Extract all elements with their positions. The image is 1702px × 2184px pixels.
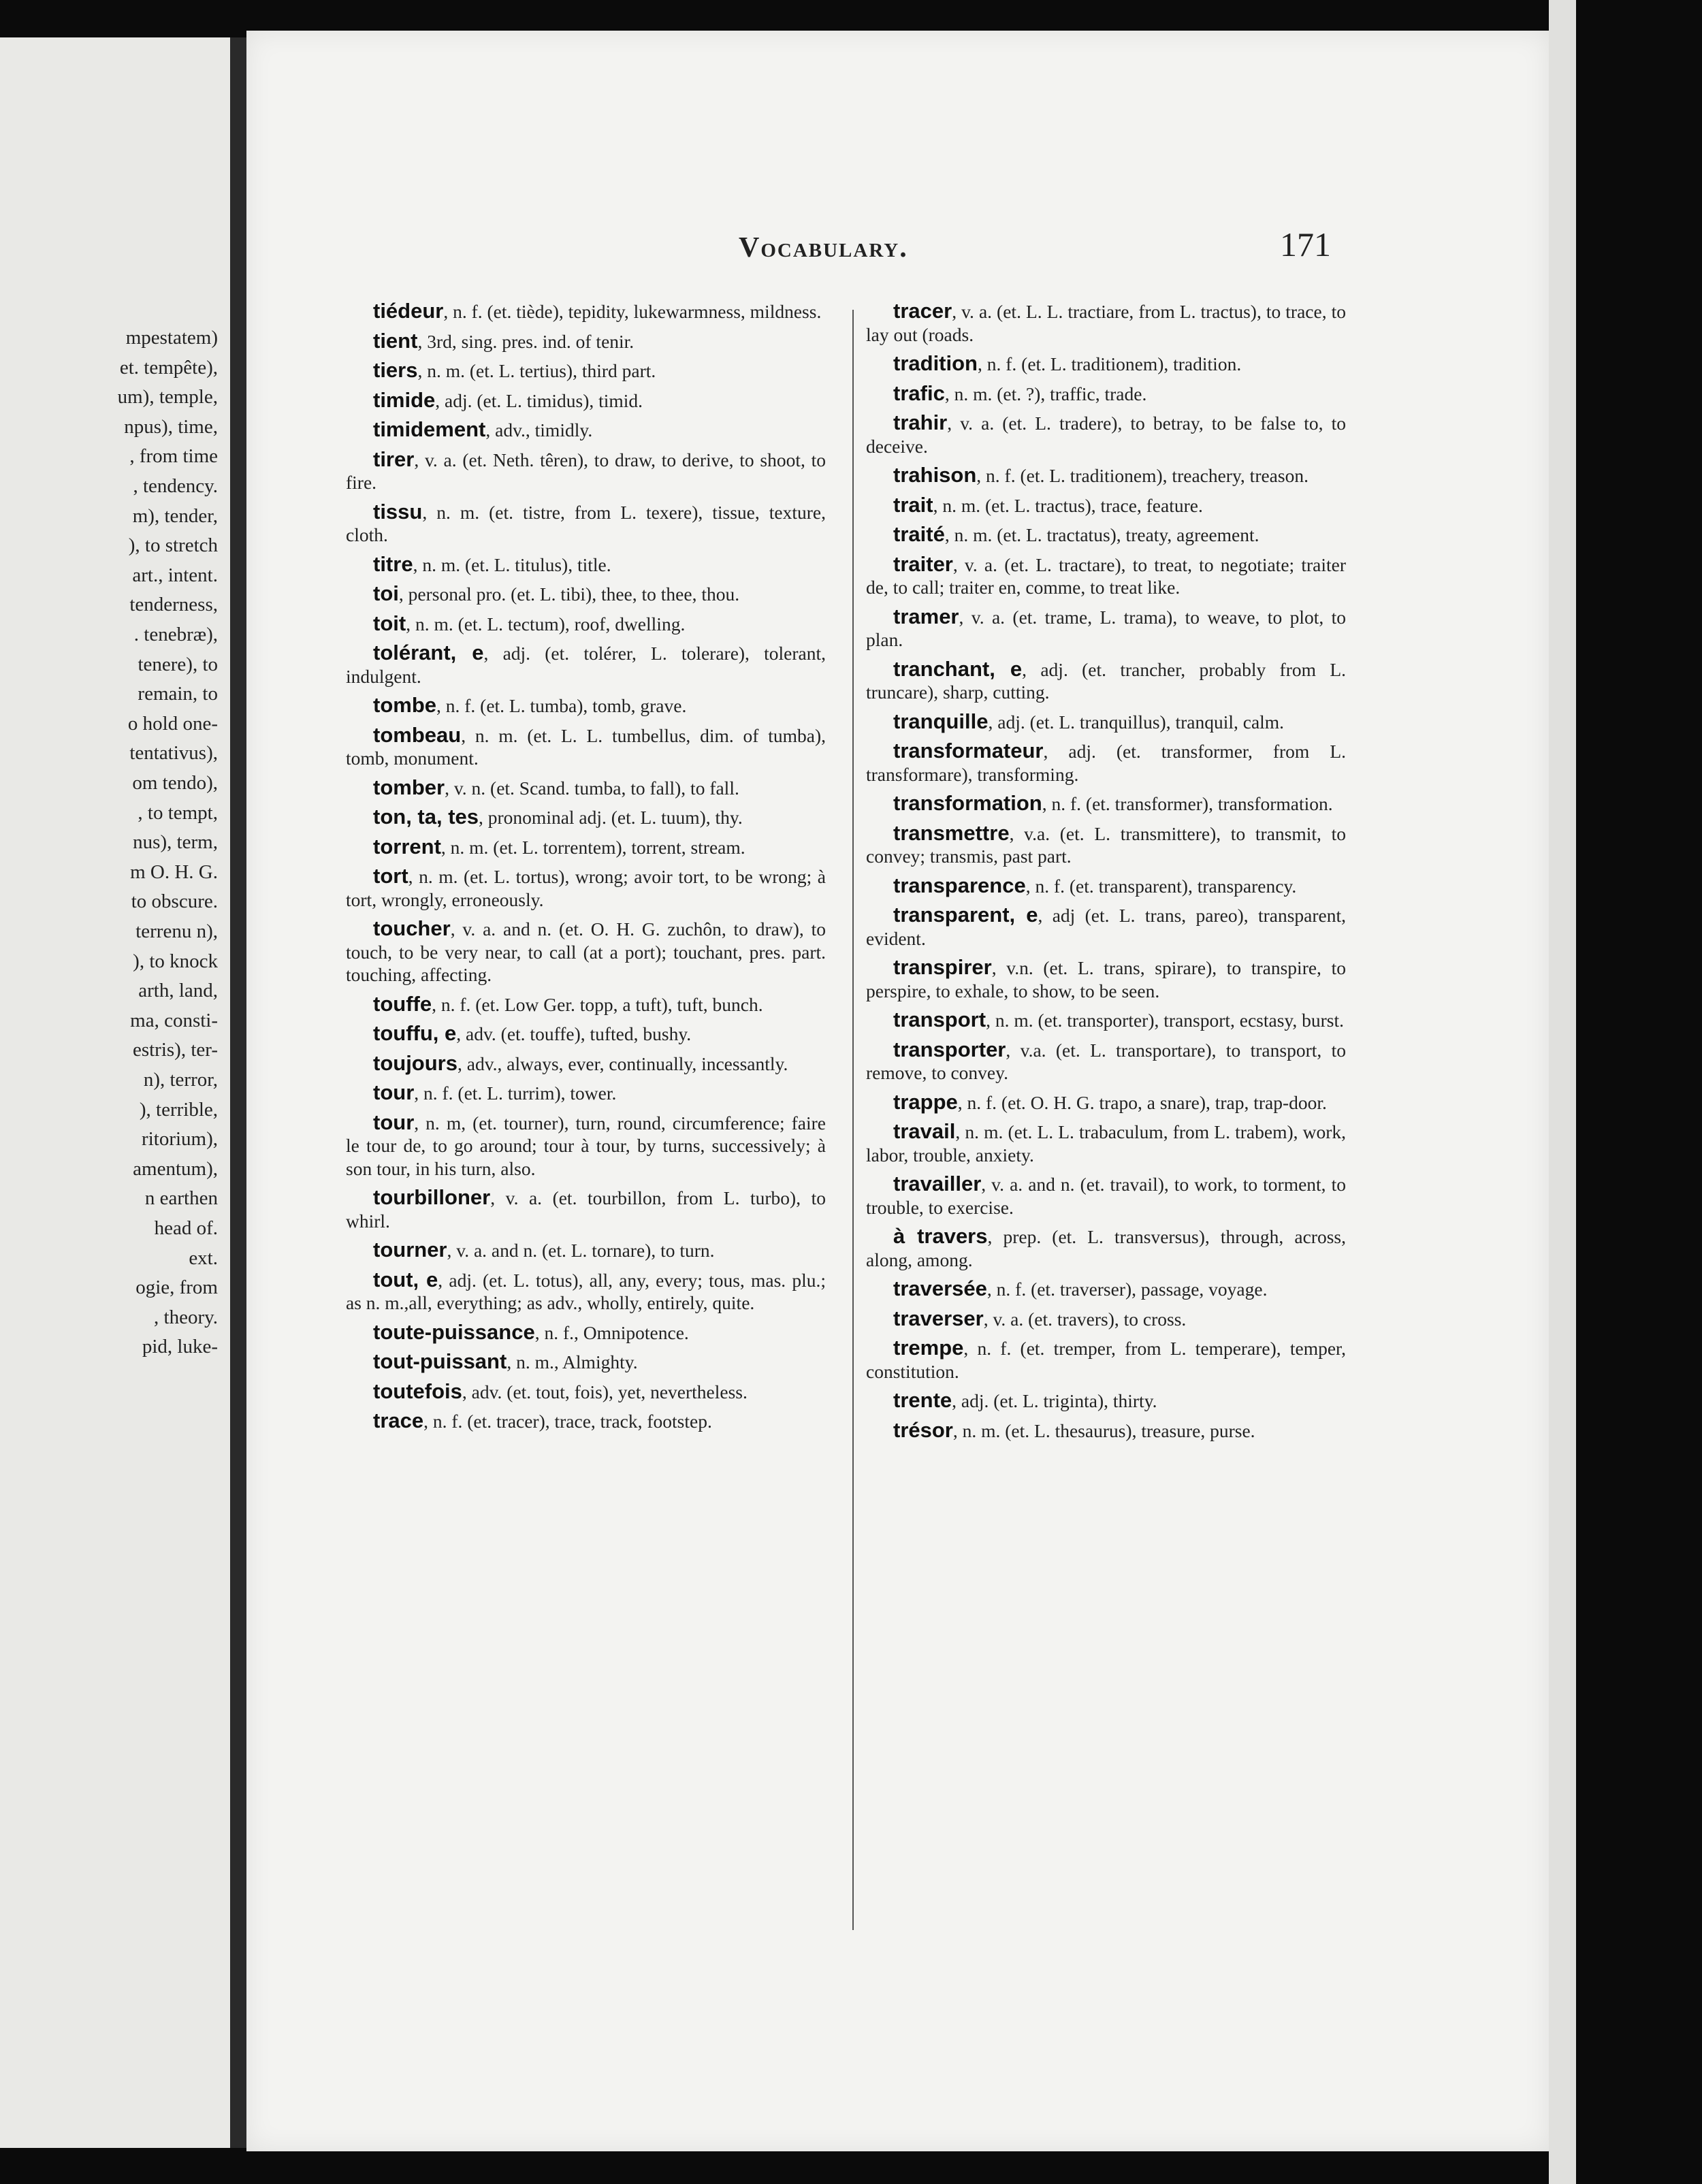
entry-headword: tissu — [373, 499, 423, 524]
vocabulary-entry — [346, 389, 826, 413]
entry-definition: , v. a. (et. Neth. têren), to draw, to derive, to shoot, to fire. — [346, 449, 826, 493]
entry-definition: , n. f. (et. transparent), transparency. — [1025, 875, 1297, 897]
vocabulary-entry — [866, 352, 1346, 376]
entry-definition: , n. m. (et. L. tractatus), treaty, agreement. — [944, 524, 1259, 545]
page-edge — [1549, 0, 1576, 2184]
facing-page-text-line: ), terrible, — [139, 1098, 218, 1121]
vocabulary-entry — [866, 605, 1346, 652]
entry-definition: , n. m. (et. ?), traffic, trade. — [944, 383, 1147, 404]
entry-definition: , n. m. (et. L. tectum), roof, dwelling. — [406, 613, 686, 635]
facing-page-text-line: ritorium), — [142, 1128, 218, 1151]
entry-definition: , v. a. (et. trame, L. trama), to weave, to plot, to plan. — [866, 606, 1346, 650]
entry-headword: tombeau — [373, 722, 462, 747]
facing-page-text-line: estris), ter- — [132, 1039, 218, 1061]
entry-headword: tracer — [893, 299, 952, 323]
entry-headword: trafic — [893, 381, 945, 405]
entry-headword: titre — [373, 551, 413, 576]
entry-definition: , n. f. (et. O. H. G. trapo, a snare), trap, trap-door. — [957, 1091, 1327, 1113]
entry-definition: , n. f. (et. L. traditionem), tradition. — [978, 353, 1242, 374]
entry-definition: , n. m. (et. transporter), transport, ecstasy, burst. — [986, 1010, 1345, 1031]
entry-headword: travailler — [893, 1172, 982, 1195]
vocabulary-entry — [866, 874, 1346, 898]
entry-definition: , v. a. (et. travers), to cross. — [983, 1308, 1187, 1330]
entry-definition: , adv. (et. tout, fois), yet, nevertheless. — [462, 1381, 748, 1402]
vocabulary-entry — [346, 724, 826, 770]
entry-headword: tour — [373, 1080, 415, 1104]
entry-definition: , adj (et. L. trans, pareo), transparent, evident. — [866, 905, 1347, 949]
facing-page-text-line: ogie, from — [135, 1276, 218, 1299]
vocabulary-entry — [866, 300, 1346, 346]
facing-page-text-line: um), temple, — [117, 386, 218, 408]
vocabulary-entry — [346, 1111, 826, 1181]
facing-page-text-line: arth, land, — [138, 980, 218, 1002]
entry-definition: , n. f. (et. Low Ger. topp, a tuft), tuft, bunch. — [432, 993, 763, 1015]
vocabulary-entry — [866, 1277, 1346, 1301]
book-gutter — [230, 37, 246, 2148]
facing-page-text-line: ), to knock — [133, 950, 218, 972]
vocabulary-entry — [866, 1172, 1346, 1219]
entry-headword: traverser — [893, 1306, 984, 1330]
facing-page-text-line: om tendo), — [132, 772, 218, 794]
entry-headword: traversée — [893, 1276, 987, 1300]
entry-headword: à travers — [893, 1224, 988, 1248]
vocabulary-entry — [866, 658, 1346, 704]
entry-definition: , v. n. (et. Scand. tumba, to fall), to fall. — [445, 777, 739, 799]
entry-headword: trahison — [893, 463, 977, 487]
facing-page-text-line: tenere), to — [138, 653, 218, 675]
vocabulary-entry — [866, 1008, 1346, 1032]
entry-headword: tranchant, e — [893, 656, 1023, 681]
vocabulary-entry — [346, 1238, 826, 1262]
entry-definition: , adj. (et. L. totus), all, any, every; tous, mas. plu.; as n. m.,all, everything; as adv., wholly, entirely, quite. — [346, 1269, 826, 1313]
vocabulary-entry — [866, 411, 1346, 457]
vocabulary-entry — [346, 805, 826, 829]
facing-page-text-line: art., intent. — [132, 564, 218, 586]
entry-definition: , v.n. (et. L. trans, spirare), to transpire, to perspire, to exhale, to show, to be seen. — [866, 957, 1346, 1001]
facing-page-text-line: to obscure. — [131, 890, 218, 913]
entry-definition: , adj. (et. L. triginta), thirty. — [952, 1390, 1157, 1411]
vocabulary-entry — [346, 553, 826, 577]
facing-page-text-line: m O. H. G. — [130, 861, 218, 883]
vocabulary-entry — [346, 865, 826, 911]
vocabulary-entry — [346, 641, 826, 688]
entry-headword: transpirer — [893, 955, 992, 979]
entry-headword: trempe — [893, 1336, 964, 1360]
entry-definition: , n. f. (et. L. turrim), tower. — [414, 1082, 617, 1104]
entry-definition: , n. m, (et. tourner), turn, round, circumference; faire le tour de, to go around; tour à tour, by turns, successively; à son tour, in his turn, also. — [346, 1112, 826, 1179]
entry-definition: , n. m. (et. L. titulus), title. — [413, 553, 611, 575]
entry-definition: , n. m. (et. L. tractus), trace, feature. — [933, 494, 1203, 516]
entry-definition: , 3rd, sing. pres. ind. of tenir. — [417, 330, 635, 352]
entry-headword: toit — [373, 611, 406, 635]
entry-definition: , v. a. and n. (et. travail), to work, to torment, to trouble, to exercise. — [866, 1174, 1346, 1218]
vocabulary-entry — [866, 1307, 1346, 1331]
facing-page-text-line: npus), time, — [124, 415, 218, 438]
entry-definition: , adj. (et. L. tranquillus), tranquil, calm. — [988, 711, 1285, 733]
vocabulary-entry — [866, 494, 1346, 517]
vocabulary-entry — [346, 1052, 826, 1076]
vocabulary-entry — [866, 553, 1346, 599]
entry-headword: tour — [373, 1110, 415, 1134]
entry-headword: toute-puissance — [373, 1319, 535, 1344]
vocabulary-entry — [346, 359, 826, 383]
entry-headword: transformation — [893, 791, 1042, 815]
entry-headword: tourner — [373, 1238, 447, 1262]
vocabulary-entry — [866, 1225, 1346, 1271]
facing-page-text-line: ), to stretch — [128, 534, 218, 557]
vocabulary-entry — [346, 993, 826, 1016]
vocabulary-entry — [346, 1022, 826, 1046]
vocabulary-entry — [346, 1380, 826, 1404]
vocabulary-entry — [866, 956, 1346, 1002]
vocabulary-entry — [346, 1321, 826, 1345]
vocabulary-entry — [346, 330, 826, 353]
facing-page-text-line: ext. — [189, 1247, 218, 1269]
vocabulary-entry — [346, 300, 826, 323]
entry-definition: , adv., timidly. — [485, 419, 593, 440]
entry-headword: toi — [373, 581, 399, 605]
entry-definition: , v. a. and n. (et. L. tornare), to turn. — [447, 1240, 715, 1261]
vocabulary-entry — [346, 418, 826, 442]
facing-page-text-line: amentum), — [133, 1157, 218, 1180]
vocabulary-entry — [346, 1409, 826, 1433]
entry-headword: toucher — [373, 916, 451, 940]
vocabulary-entry — [346, 1268, 826, 1315]
entry-headword: tourbilloner — [373, 1185, 491, 1209]
vocabulary-column-right — [866, 300, 1346, 1448]
entry-definition: , n. m. (et. tistre, from L. texere), tissue, texture, cloth. — [346, 501, 826, 545]
entry-headword: tout-puissant — [373, 1349, 507, 1373]
entry-definition: , v. a. (et. L. tractare), to treat, to negotiate; traiter de, to call; traiter en, comme, to treat like. — [866, 553, 1346, 598]
facing-page-text-line: o hold one- — [127, 712, 218, 735]
vocabulary-entry — [346, 448, 826, 494]
entry-definition: , n. f. (et. tiède), tepidity, lukewarmness, mildness. — [443, 301, 822, 322]
vocabulary-entry — [866, 903, 1346, 950]
running-head: Vocabulary. — [739, 232, 908, 263]
entry-definition: , n. f., Omnipotence. — [534, 1321, 689, 1343]
entry-definition: , n. m. (et. L. tertius), third part. — [417, 360, 656, 381]
page-number: 171 — [1280, 225, 1331, 263]
entry-headword: transporter — [893, 1037, 1006, 1061]
vocabulary-entry — [346, 612, 826, 636]
facing-page-text-line: nus), term, — [133, 831, 218, 854]
facing-page-text-line: mpestatem) — [125, 327, 218, 349]
entry-definition: , n. f. (et. transformer), transformation. — [1042, 793, 1333, 814]
entry-definition: , n. f. (et. tremper, from L. temperare), temper, constitution. — [866, 1338, 1346, 1382]
entry-headword: transparent, e — [893, 903, 1038, 927]
entry-headword: tient — [373, 328, 418, 353]
entry-definition: , v. a. (et. L. tradere), to betray, to be false to, to deceive. — [866, 413, 1346, 457]
facing-page-text-line: m), tender, — [132, 504, 218, 527]
facing-page-text-line: . tenebræ), — [133, 624, 218, 645]
entry-definition: , v.a. (et. L. transmittere), to transmit, to convey; transmis, past part. — [866, 822, 1346, 867]
column-divider — [852, 310, 854, 1930]
entry-headword: trait — [893, 492, 933, 517]
facing-page-text-line: terrenu n), — [135, 920, 218, 942]
entry-headword: transformateur — [893, 739, 1044, 762]
entry-headword: timide — [373, 387, 436, 412]
facing-page-text-line: et. tempête), — [119, 356, 218, 379]
facing-page-text-line: , to tempt, — [138, 801, 218, 824]
entry-headword: toutefois — [373, 1379, 462, 1403]
entry-headword: tirer — [373, 447, 415, 471]
vocabulary-column-left — [346, 300, 826, 1439]
entry-headword: toujours — [373, 1050, 457, 1075]
vocabulary-entry — [346, 835, 826, 859]
vocabulary-entry — [346, 582, 826, 606]
entry-headword: transparence — [893, 873, 1026, 897]
entry-headword: trente — [893, 1388, 952, 1412]
entry-headword: timidement — [373, 417, 486, 441]
entry-definition: , pronominal adj. (et. L. tuum), thy. — [479, 807, 743, 828]
vocabulary-entry — [346, 1186, 826, 1232]
vocabulary-entry — [866, 464, 1346, 487]
entry-definition: , personal pro. (et. L. tibi), thee, to thee, thou. — [398, 583, 740, 605]
entry-headword: trappe — [893, 1089, 958, 1114]
facing-page-fragment — [0, 37, 230, 2148]
entry-definition: , n. f. (et. L. tumba), tomb, grave. — [436, 695, 687, 716]
facing-page-text-line: , theory. — [154, 1306, 218, 1328]
facing-page-text-line: head of. — [154, 1217, 218, 1239]
entry-headword: traiter — [893, 551, 953, 576]
entry-definition: , v.a. (et. L. transportare), to transport, to remove, to convey. — [866, 1039, 1346, 1083]
entry-definition: , adj. (et. transformer, from L. transformare), transforming. — [866, 741, 1346, 785]
entry-headword: trace — [373, 1409, 424, 1432]
entry-definition: , n. m. (et. L. tortus), wrong; avoir tort, to be wrong; à tort, wrongly, erroneously. — [346, 866, 826, 910]
entry-definition: , n. f. (et. L. traditionem), treachery, treason. — [976, 465, 1308, 486]
entry-definition: , adj. (et. trancher, probably from L. truncare), sharp, cutting. — [866, 658, 1346, 703]
vocabulary-entry — [866, 523, 1346, 547]
facing-page-text-line: , tendency. — [133, 475, 218, 497]
entry-headword: tout, e — [373, 1267, 438, 1291]
entry-definition: , n. f. (et. tracer), trace, track, footstep. — [423, 1411, 712, 1432]
entry-headword: tramer — [893, 604, 959, 628]
entry-definition: , n. m. (et. L. torrentem), torrent, stream. — [440, 836, 745, 858]
facing-page-text-line: pid, luke- — [142, 1336, 218, 1358]
entry-headword: touffu, e — [373, 1021, 457, 1045]
entry-headword: transmettre — [893, 820, 1010, 845]
entry-headword: tranquille — [893, 709, 989, 733]
entry-headword: trésor — [893, 1417, 953, 1442]
entry-headword: torrent — [373, 834, 441, 858]
vocabulary-entry — [866, 1419, 1346, 1443]
entry-headword: tombe — [373, 693, 436, 717]
entry-definition: , n. m. (et. L. L. tumbellus, dim. of tumba), tomb, monument. — [346, 724, 826, 769]
entry-headword: trahir — [893, 411, 948, 434]
entry-definition: , v. a. (et. L. L. tractiare, from L. tractus), to trace, to lay out (roads. — [866, 301, 1346, 345]
vocabulary-entry — [866, 739, 1346, 786]
entry-headword: tiers — [373, 358, 418, 382]
vocabulary-entry — [346, 500, 826, 547]
facing-page-text-line: , from time — [129, 445, 218, 468]
entry-headword: tolérant, e — [373, 641, 484, 664]
vocabulary-entry — [866, 710, 1346, 734]
entry-headword: ton, ta, tes — [373, 805, 479, 829]
facing-page-text-line: tentativus), — [129, 742, 218, 765]
entry-definition: , n. m. (et. L. L. trabaculum, from L. trabem), work, labor, trouble, anxiety. — [866, 1121, 1346, 1166]
entry-headword: traité — [893, 522, 945, 546]
entry-definition: , n. m. (et. L. thesaurus), treasure, purse. — [952, 1419, 1255, 1441]
vocabulary-entry — [346, 776, 826, 800]
facing-page-text-line: n), terror, — [143, 1069, 218, 1091]
entry-definition: , v. a. and n. (et. O. H. G. zuchôn, to draw), to touch, to be very near, to call (at a port); touchant, pres. part. touching, affecting. — [346, 918, 826, 985]
entry-definition: , adv., always, ever, continually, incessantly. — [457, 1053, 788, 1074]
entry-headword: tiédeur — [373, 299, 444, 323]
facing-page-text-line: ma, consti- — [130, 1009, 218, 1031]
entry-headword: tradition — [893, 351, 978, 375]
entry-headword: touffe — [373, 991, 432, 1016]
facing-page-text-line: n earthen — [144, 1187, 218, 1210]
entry-definition: , n. f. (et. traverser), passage, voyage. — [986, 1279, 1268, 1300]
entry-definition: , adj. (et. L. timidus), timid. — [435, 389, 643, 411]
vocabulary-entry — [866, 1091, 1346, 1114]
vocabulary-entry — [866, 1336, 1346, 1383]
entry-definition: , adj. (et. tolérer, L. tolerare), tolerant, indulgent. — [346, 643, 826, 687]
entry-definition: , v. a. (et. tourbillon, from L. turbo), to whirl. — [346, 1187, 826, 1232]
vocabulary-entry — [866, 1389, 1346, 1413]
vocabulary-entry — [866, 822, 1346, 868]
vocabulary-entry — [866, 382, 1346, 406]
vocabulary-entry — [346, 1350, 826, 1374]
entry-definition: , prep. (et. L. transversus), through, across, along, among. — [866, 1226, 1346, 1270]
entry-headword: transport — [893, 1008, 986, 1031]
entry-headword: tomber — [373, 775, 445, 799]
entry-headword: travail — [893, 1119, 956, 1143]
vocabulary-entry — [346, 1081, 826, 1105]
entry-definition: , adv. (et. touffe), tufted, bushy. — [456, 1023, 692, 1044]
vocabulary-entry — [866, 792, 1346, 816]
facing-page-text-line: tenderness, — [129, 594, 218, 616]
vocabulary-entry — [866, 1120, 1346, 1166]
entry-headword: tort — [373, 864, 408, 888]
vocabulary-entry — [866, 1038, 1346, 1085]
vocabulary-entry — [346, 917, 826, 986]
entry-definition: , n. m., Almighty. — [507, 1351, 638, 1372]
facing-page-text-line: remain, to — [138, 683, 218, 705]
vocabulary-entry — [346, 694, 826, 718]
